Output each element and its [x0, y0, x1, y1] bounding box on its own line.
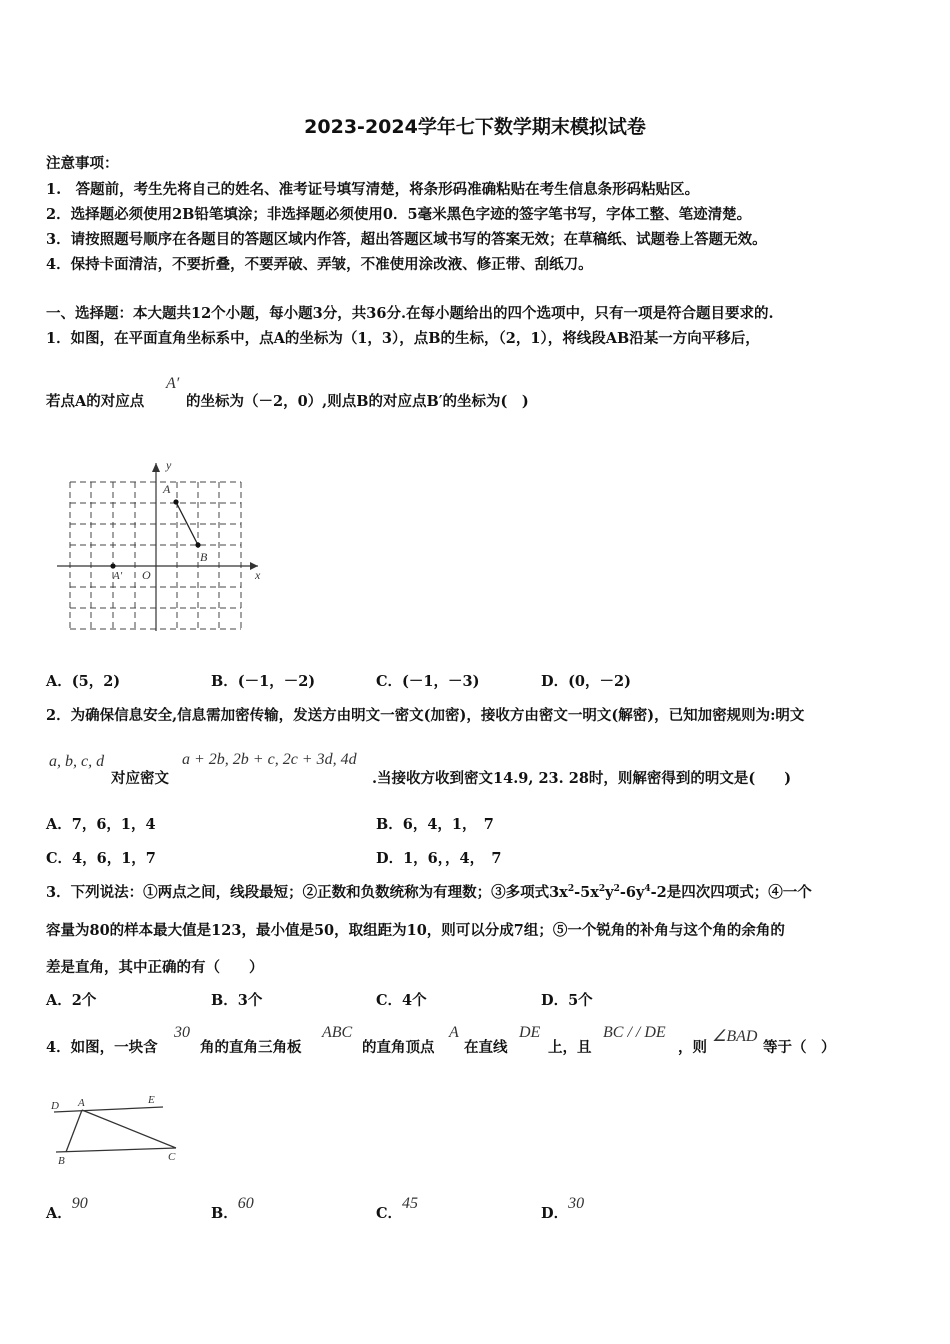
q4-triangle-abc: ABC: [322, 1024, 353, 1041]
label-origin: O: [142, 568, 151, 582]
q2-option-b[interactable]: B．6，4，1， 7: [376, 816, 494, 833]
q1-coordinate-figure: [55, 455, 270, 635]
segment-ab: [66, 1110, 82, 1152]
q4-stem-p3: 的直角顶点: [362, 1039, 435, 1056]
notice-heading: 注意事项：: [46, 155, 119, 172]
q4-option-b[interactable]: B．60: [211, 1195, 254, 1222]
label-a: A: [78, 1097, 85, 1109]
notice-item-2: 2．选择题必须使用2B铅笔填涂；非选择题必须使用0．5毫米黑色字迹的签字笔书写，字体工整、笔迹清楚。: [46, 206, 752, 223]
segment-bc: [56, 1148, 176, 1152]
label-d: D: [51, 1100, 59, 1112]
q4-triangle-figure: [48, 1090, 188, 1165]
q4-line-de: DE: [519, 1024, 541, 1041]
y-axis-label: y: [166, 458, 172, 472]
q1-option-d[interactable]: D．(0，－2): [541, 673, 631, 690]
point-a: [173, 499, 178, 504]
label-b: B: [200, 550, 208, 564]
q4-stem-p1: 4．如图，一块含: [46, 1039, 158, 1056]
q4-angle-30: 30: [174, 1024, 190, 1041]
q1-a-prime: A′: [166, 375, 180, 392]
label-a-prime: A′: [113, 570, 123, 582]
notice-item-4: 4．保持卡面清洁，不要折叠，不要弄破、弄皱，不准使用涂改液、修正带、刮纸刀。: [46, 256, 593, 273]
q3-option-a[interactable]: A．2个: [46, 992, 97, 1009]
section-heading: 一、选择题：本大题共12个小题，每小题3分，共36分.在每小题给出的四个选项中，只有一项是符合题目要求的.: [46, 305, 774, 322]
q2-ciphertext-math: a + 2b, 2b + c, 2c + 3d, 4d: [182, 751, 357, 768]
notice-item-1: 1. 答题前，考生先将自己的姓名、准考证号填写清楚，将条形码准确粘贴在考生信息条形码粘贴区。: [46, 181, 700, 198]
q2-stem-tail: .当接收方收到密文14.9, 23. 28时，则解密得到的明文是( ): [372, 770, 792, 787]
q3-option-b[interactable]: B．3个: [211, 992, 263, 1009]
q3-stem-line1: 3．下列说法：①两点之间，线段最短；②正数和负数统称为有理数；③多项式$3x^2-5x^2y^2-6y^4-2$是四次四项式；④一个: [46, 884, 812, 901]
q4-angle-bad: ∠BAD: [712, 1028, 758, 1045]
q3-stem-line3: 差是直角，其中正确的有（ ）: [46, 959, 264, 976]
notice-item-3: 3．请按照题号顺序在各题目的答题区域内作答，超出答题区域书写的答案无效；在草稿纸、试题卷上答题无效。: [46, 231, 767, 248]
q2-option-d[interactable]: D．1，6，，4， 7: [376, 850, 502, 867]
q2-plaintext-math: a, b, c, d: [49, 753, 105, 770]
segment-ac: [82, 1110, 176, 1148]
q4-stem-p4: 在直线: [464, 1039, 508, 1056]
point-a-prime: [110, 563, 115, 568]
q1-option-b[interactable]: B．(－1，－2): [211, 673, 316, 690]
q2-option-c[interactable]: C．4，6，1，7: [46, 850, 156, 867]
page-title: 2023-2024学年七下数学期末模拟试卷: [304, 116, 646, 138]
label-c: C: [168, 1151, 176, 1163]
q4-option-a[interactable]: A．90: [46, 1195, 88, 1222]
label-a: A: [163, 482, 171, 496]
q4-option-d[interactable]: D．30: [541, 1195, 585, 1222]
q2-option-a[interactable]: A．7，6，1，4: [46, 816, 156, 833]
q1-option-c[interactable]: C．(－1，－3): [376, 673, 480, 690]
y-axis-arrow-icon: [152, 463, 160, 472]
q4-stem-p7: 等于（ ）: [763, 1039, 836, 1056]
q4-stem-p5: 上，且: [548, 1039, 592, 1056]
q1-option-a[interactable]: A．(5，2): [46, 673, 121, 690]
q2-stem-line1: 2．为确保信息安全,信息需加密传输，发送方由明文一密文(加密)，接收方由密文一明文(解密)，已知加密规则为:明文: [46, 707, 805, 724]
q4-stem-p6: ，则: [678, 1039, 707, 1056]
line-de: [54, 1107, 163, 1112]
x-axis-label: x: [255, 568, 261, 582]
q2-stem-mid: 对应密文: [111, 770, 169, 787]
q1-stem-line2a: 若点A的对应点: [46, 393, 145, 410]
q3-stem-line2: 容量为80的样本最大值是123，最小值是50，取组距为10，则可以分成7组；⑤一个锐角的补角与这个角的余角的: [46, 922, 785, 939]
point-b: [195, 542, 200, 547]
q4-parallel-condition: BC / / DE: [603, 1024, 666, 1041]
q1-stem-line1: 1．如图，在平面直角坐标系中，点A的坐标为（1，3），点B的生标，（2，1），将线段AB沿某一方向平移后，: [46, 330, 760, 347]
q4-option-c[interactable]: C．45: [376, 1195, 419, 1222]
label-b: B: [58, 1155, 65, 1165]
q4-stem-p2: 角的直角三角板: [200, 1039, 302, 1056]
q1-stem-line2b: 的坐标为（－2，0）,则点B的对应点B′的坐标为( ): [186, 393, 529, 410]
label-e: E: [148, 1094, 155, 1106]
q4-point-a: A: [449, 1024, 459, 1041]
q3-option-c[interactable]: C．4个: [376, 992, 427, 1009]
q3-option-d[interactable]: D．5个: [541, 992, 593, 1009]
